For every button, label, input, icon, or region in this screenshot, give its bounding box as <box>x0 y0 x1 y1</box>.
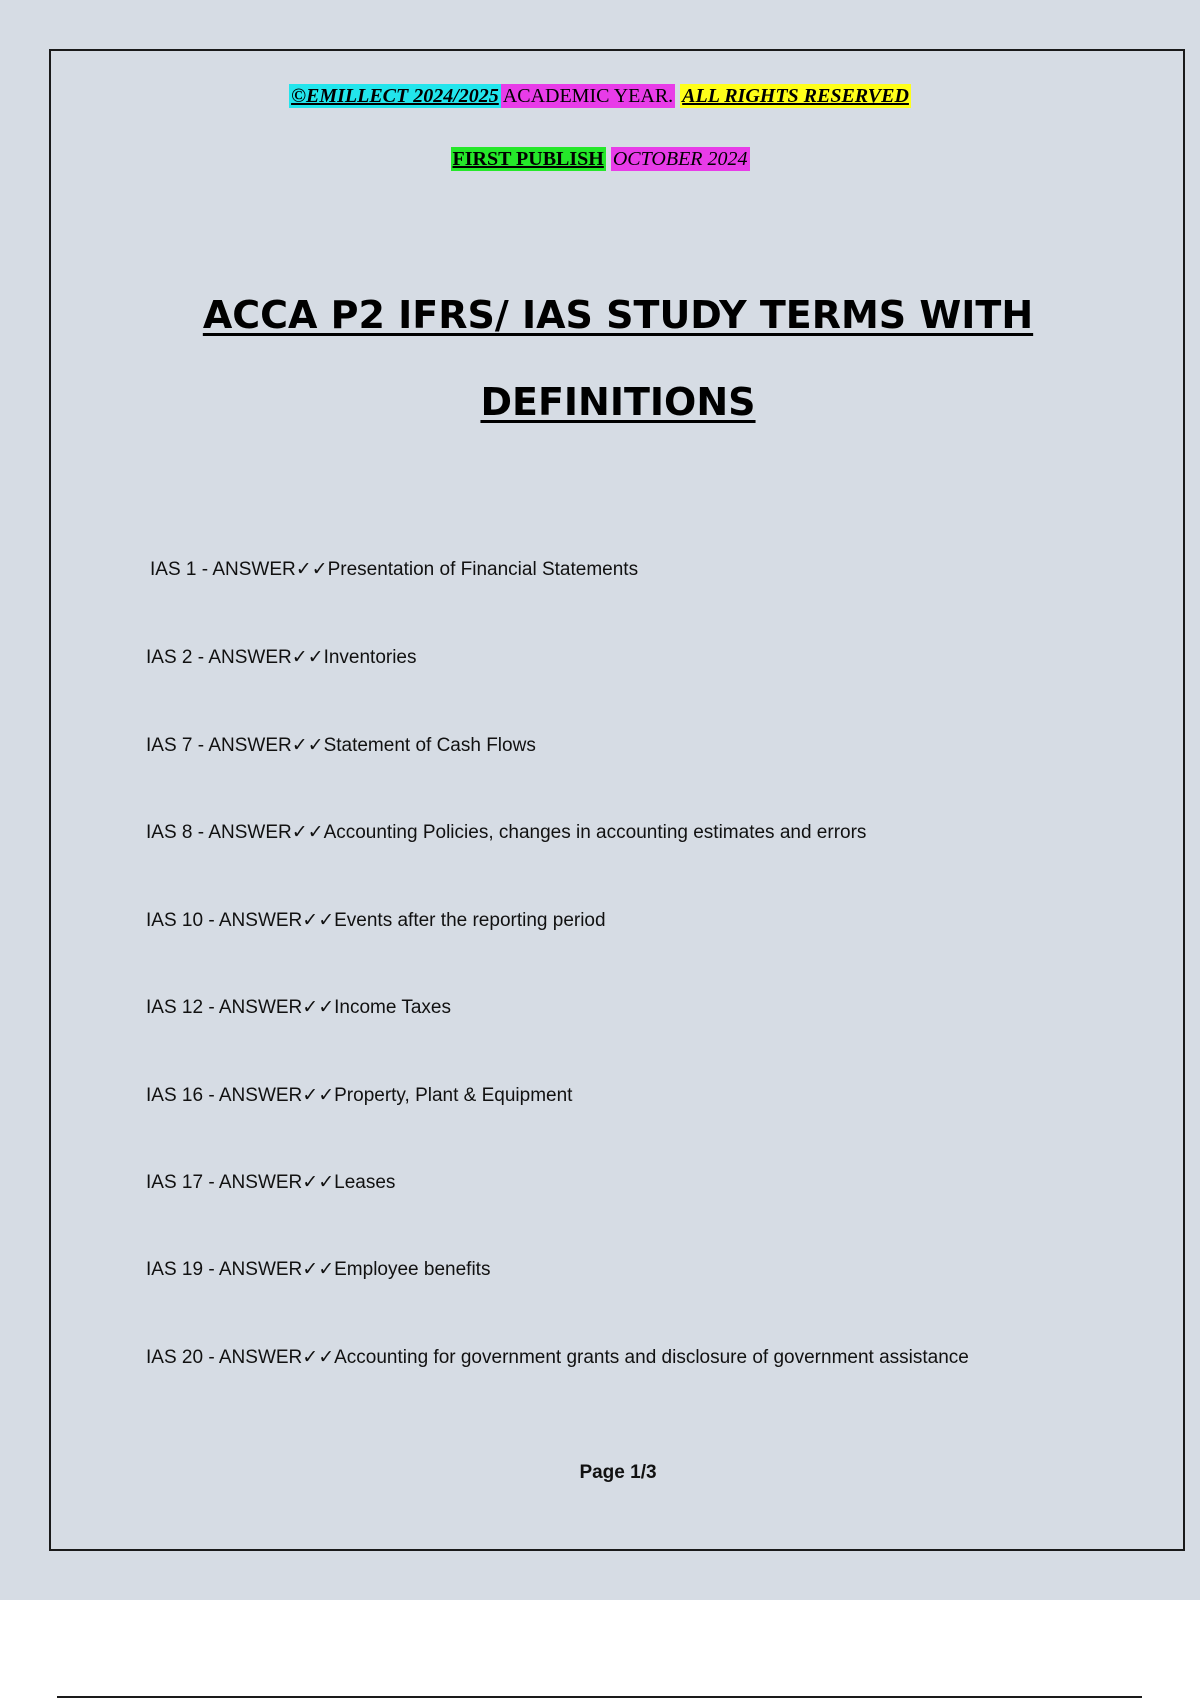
page-number: Page 1/3 <box>579 1462 657 1483</box>
check-mark-icon: ✓✓ <box>291 735 324 756</box>
answer-label: - ANSWER <box>192 822 292 843</box>
term-code: IAS 10 <box>146 910 204 931</box>
term-definition: Income Taxes <box>334 997 452 1018</box>
term-definition: Property, Plant & Equipment <box>334 1085 573 1106</box>
copyright-text: ©EMILLECT 2024/2025 <box>291 85 499 107</box>
bottom-divider <box>57 1696 1142 1698</box>
answer-label: - ANSWER <box>203 1085 303 1106</box>
term-definition: Accounting Policies, changes in accounting estimates and errors <box>323 822 867 843</box>
first-publish-text: FIRST PUBLISH <box>452 148 604 170</box>
document-title-line-1: ACCA P2 IFRS/ IAS STUDY TERMS WITH <box>202 293 1034 337</box>
term-code: IAS 17 <box>146 1172 204 1193</box>
term-item <box>146 1258 490 1282</box>
answer-label: - ANSWER <box>196 559 296 580</box>
term-code: IAS 1 <box>150 559 197 580</box>
answer-label: - ANSWER <box>203 1347 303 1368</box>
answer-label: - ANSWER <box>192 647 292 668</box>
term-code: IAS 19 <box>146 1259 204 1280</box>
term-item <box>146 821 866 845</box>
term-definition: Statement of Cash Flows <box>323 735 536 756</box>
answer-label: - ANSWER <box>203 997 303 1018</box>
term-item <box>146 646 417 670</box>
check-mark-icon: ✓✓ <box>302 1347 335 1368</box>
term-code: IAS 8 <box>146 822 193 843</box>
answer-label: - ANSWER <box>192 735 292 756</box>
term-item <box>150 558 638 582</box>
publish-date-text: OCTOBER 2024 <box>612 148 748 170</box>
term-item <box>146 1346 969 1370</box>
check-mark-icon: ✓✓ <box>302 1172 335 1193</box>
term-item <box>146 734 536 758</box>
term-definition: Accounting for government grants and disclosure of government assistance <box>334 1347 969 1368</box>
term-definition: Leases <box>334 1172 396 1193</box>
check-mark-icon: ✓✓ <box>302 1085 335 1106</box>
term-item <box>146 1084 572 1108</box>
document-title-line-2: DEFINITIONS <box>480 380 756 424</box>
answer-label: - ANSWER <box>203 1259 303 1280</box>
check-mark-icon: ✓✓ <box>302 997 335 1018</box>
term-item <box>146 996 451 1020</box>
check-mark-icon: ✓✓ <box>295 559 328 580</box>
answer-label: - ANSWER <box>203 1172 303 1193</box>
term-item <box>146 909 606 933</box>
check-mark-icon: ✓✓ <box>291 647 324 668</box>
rights-reserved-text: ALL RIGHTS RESERVED <box>682 85 909 107</box>
answer-label: - ANSWER <box>203 910 303 931</box>
term-code: IAS 20 <box>146 1347 204 1368</box>
header-publish-line <box>0 147 1200 171</box>
term-definition: Employee benefits <box>334 1259 491 1280</box>
term-code: IAS 2 <box>146 647 193 668</box>
term-item <box>146 1171 395 1195</box>
term-definition: Inventories <box>323 647 417 668</box>
term-code: IAS 12 <box>146 997 204 1018</box>
academic-year-text: ACADEMIC YEAR. <box>502 85 674 107</box>
check-mark-icon: ✓✓ <box>302 910 335 931</box>
term-code: IAS 16 <box>146 1085 204 1106</box>
term-definition: Events after the reporting period <box>334 910 606 931</box>
term-definition: Presentation of Financial Statements <box>327 559 639 580</box>
header-copyright-line <box>0 84 1200 108</box>
term-code: IAS 7 <box>146 735 193 756</box>
check-mark-icon: ✓✓ <box>302 1259 335 1280</box>
check-mark-icon: ✓✓ <box>291 822 324 843</box>
page-border <box>49 49 1185 1551</box>
